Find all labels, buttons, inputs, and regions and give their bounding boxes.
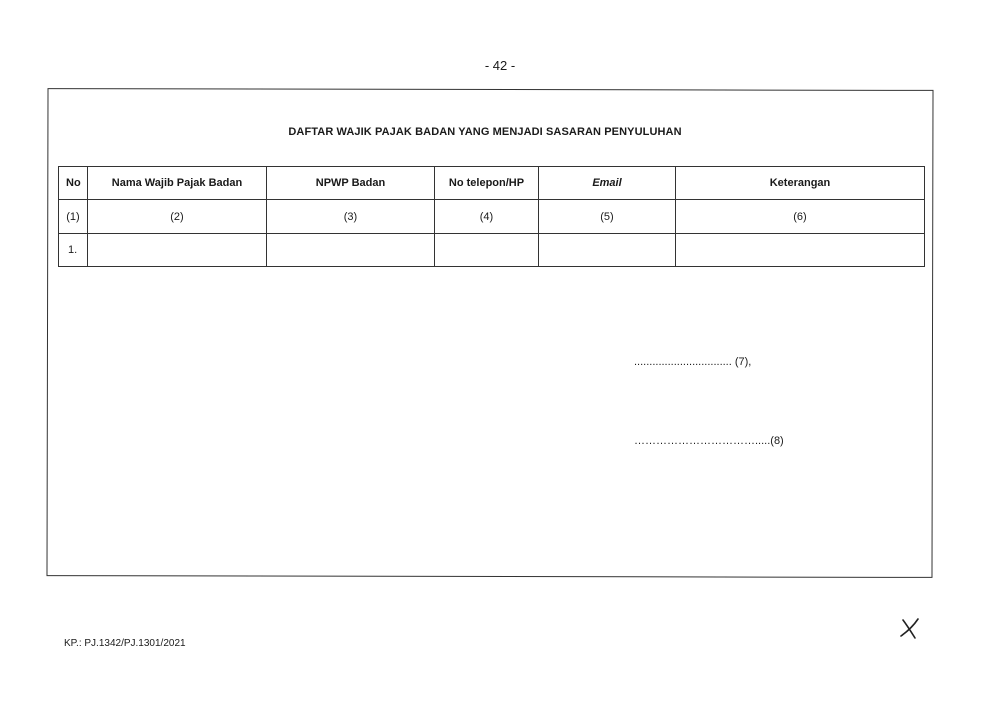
document-title: DAFTAR WAJIK PAJAK BADAN YANG MENJADI SASARAN PENYULUHAN: [288, 126, 682, 138]
column-number: (6): [676, 200, 925, 234]
header-phone: No telepon/HP: [435, 167, 539, 200]
header-remarks: Keterangan: [676, 167, 925, 200]
column-number: (3): [267, 200, 435, 234]
header-no: No: [59, 167, 88, 200]
page-number: - 42 -: [484, 58, 516, 73]
phone-cell: [435, 234, 539, 267]
column-number: (4): [435, 200, 539, 234]
column-number: (2): [88, 200, 267, 234]
npwp-cell: [267, 234, 435, 267]
taxpayer-name-cell: [88, 234, 267, 267]
header-taxpayer-name: Nama Wajib Pajak Badan: [88, 167, 267, 200]
document-frame: [46, 88, 933, 578]
place-date-line: ................................ (7),: [634, 356, 752, 368]
table-header-row: [59, 167, 925, 200]
initial-mark-icon: [898, 617, 922, 641]
email-cell: [539, 234, 676, 267]
signature-line: …………………………….....(8): [634, 435, 784, 447]
column-number: (1): [59, 200, 88, 234]
header-npwp: NPWP Badan: [267, 167, 435, 200]
footer-document-code: KP.: PJ.1342/PJ.1301/2021: [64, 638, 186, 649]
column-number-row: [59, 200, 925, 234]
row-number-cell: 1.: [59, 234, 88, 267]
column-number: (5): [539, 200, 676, 234]
remarks-cell: [676, 234, 925, 267]
table-row: [59, 234, 925, 267]
header-email: Email: [539, 167, 676, 200]
taxpayer-table: [58, 166, 925, 267]
